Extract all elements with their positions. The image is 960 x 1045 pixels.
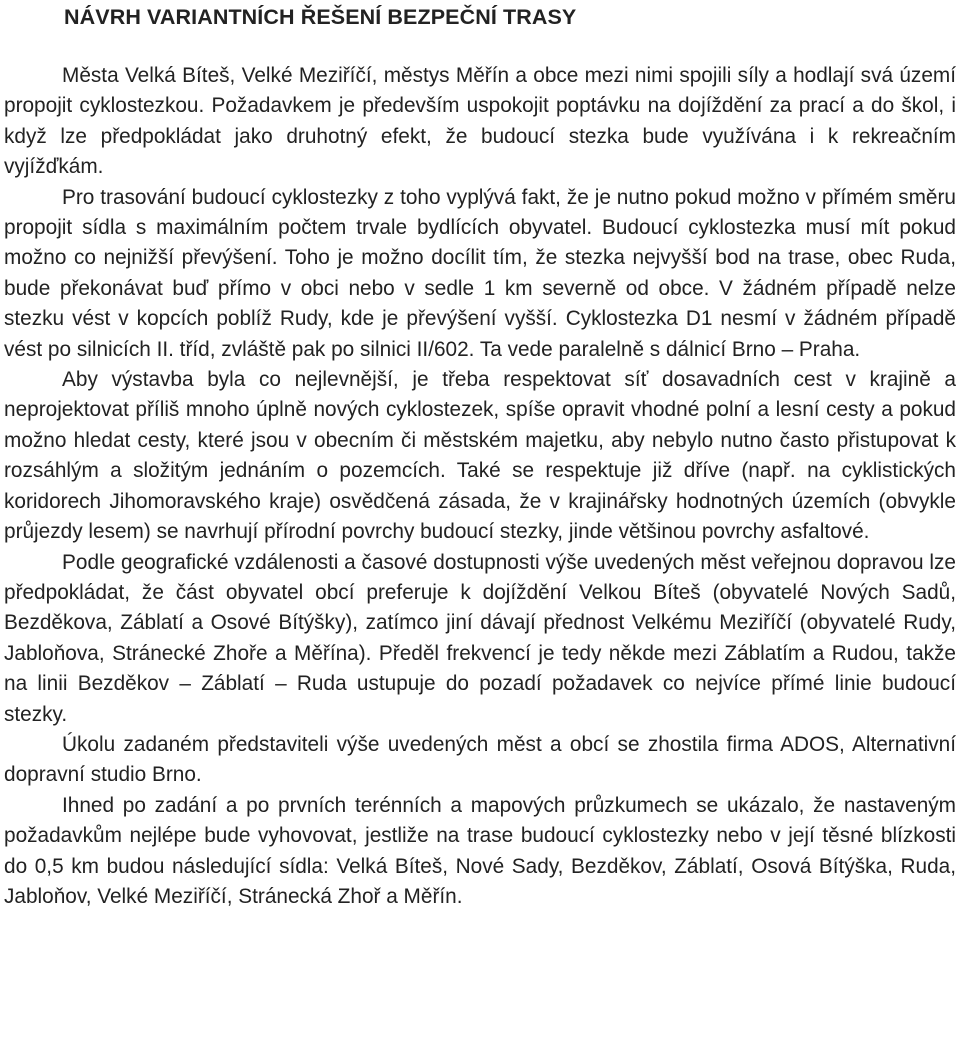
paragraph-route-requirements: Pro trasování budoucí cyklostezky z toho vyplývá fakt, že je nutno pokud možno v přímém směru propojit sídla s maximálním počtem trvale bydlících obyvatel. Budoucí cyklostezka musí mít pokud možno co nejnižší převýšení. Toho je možno docílit tím, že stezka nejvyšší bod na trase, obec Ruda, bude překonávat buď přímo v obci nebo v sedle 1 km severně od obce. V žádném případě nelze stezku vést v kopcích poblíž Rudy, kde je převýšení vyšší. Cyklostezka D1 nesmí v žádném případě vést po silnicích II. tříd, zvláště pak po silnici II/602. Ta vede paralelně s dálnicí Brno – Praha. [4,185,956,361]
paragraph-commuting-preferences: Podle geografické vzdálenosti a časové dostupnosti výše uvedených měst veřejnou dopravou lze předpokládat, že část obyvatel obcí preferuje k dojíždění Velkou Bíteš (obyvatelé Nových Sadů, Bezděkova, Záblatí a Osové Bítýšky), zatímco jiní dávají přednost Velkému Meziříčí (obyvatelé Rudy, Jabloňova, Stránecké Zhoře a Měřína). Předěl frekvencí je tedy někde mezi Záblatím a Rudou, takže na linii Bezděkov – Záblatí – Ruda ustupuje do pozadí požadavek co nejvíce přímé linie budoucí stezky. [4,550,956,726]
paragraph-intro: Města Velká Bíteš, Velké Meziříčí, městys Měřín a obce mezi nimi spojili síly a hodlají svá území propojit cyklostezkou. Požadavkem je především uspokojit poptávku na dojíždění za prací a do škol, i když lze předpokládat jako druhotný efekt, že budoucí stezka bude využívána i k rekreačním vyjížďkám. [4,64,956,179]
document-body [4,61,956,912]
document-heading: NÁVRH VARIANTNÍCH ŘEŠENÍ BEZPEČNÍ TRASY [64,5,577,29]
paragraph-contractor: Úkolu zadaném představiteli výše uvedených měst a obcí se zhostila firma ADOS, Alternativní dopravní studio Brno. [4,732,956,787]
paragraph-construction-costs: Aby výstavba byla co nejlevnější, je třeba respektovat síť dosavadních cest v krajině a neprojektovat příliš mnoho úplně nových cyklostezek, spíše opravit vhodné polní a lesní cesty a pokud možno hledat cesty, které jsou v obecním či městském majetku, aby nebylo nutno často přistupovat k rozsáhlým a složitým jednáním o pozemcích. Také se respektuje již dříve (např. na cyklistických koridorech Jihomoravského kraje) osvědčená zásada, že v krajinářsky hodnotných územích (obvykle průjezdy lesem) se navrhují přírodní povrchy budoucí stezky, jinde většinou povrchy asfaltové. [4,368,956,544]
paragraph-settlements: Ihned po zadání a po prvních terénních a mapových průzkumech se ukázalo, že nastaveným požadavkům nejlépe bude vyhovovat, jestliže na trase budoucí cyklostezky nebo v její těsné blízkosti do 0,5 km budou následující sídla: Velká Bíteš, Nové Sady, Bezděkov, Záblatí, Osová Bítýška, Ruda, Jabloňov, Velké Meziříčí, Stránecká Zhoř a Měřín. [4,793,956,908]
